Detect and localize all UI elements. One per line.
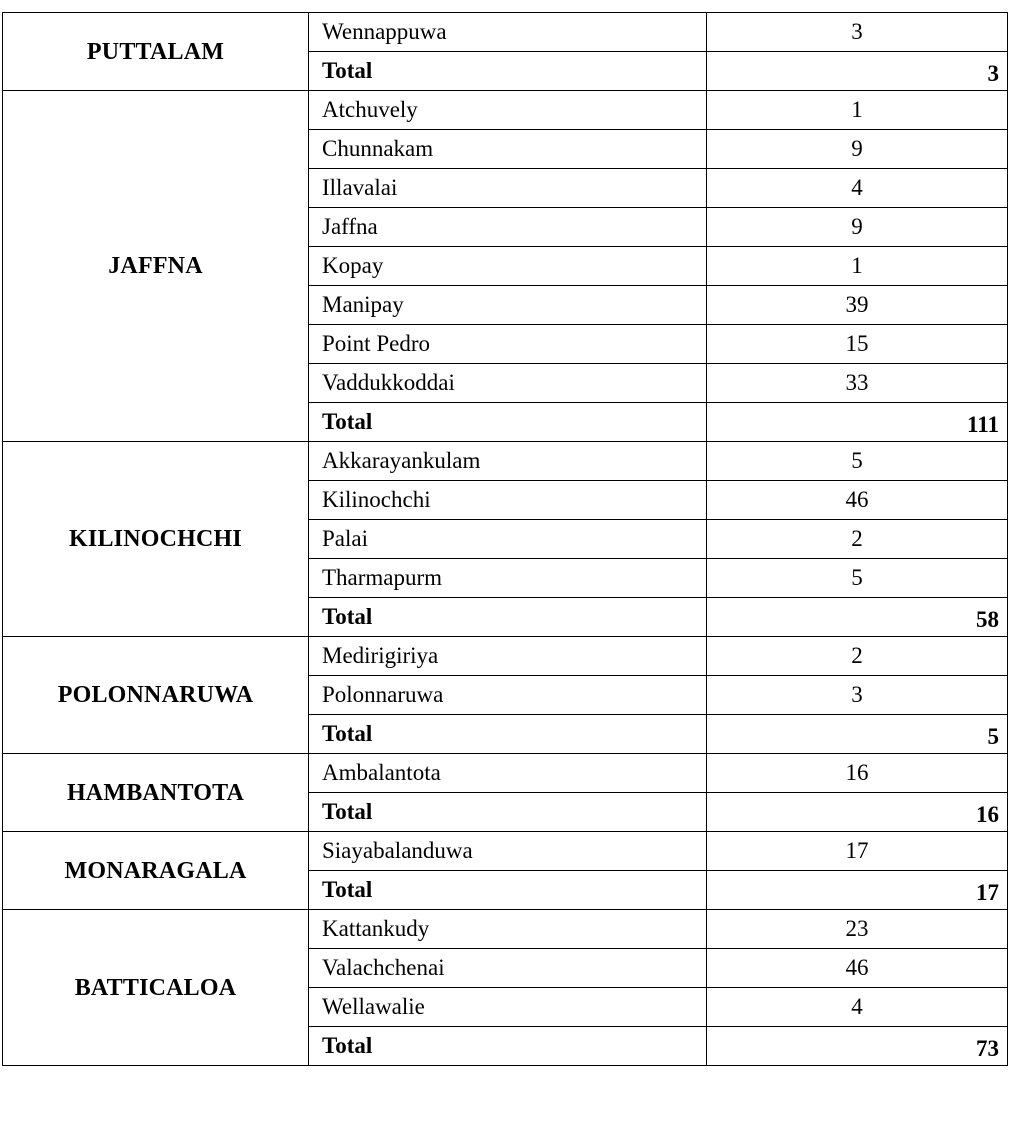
table-body	[3, 13, 1008, 1066]
total-value: 17	[707, 871, 1008, 910]
division-name: Kattankudy	[309, 910, 707, 949]
total-label: Total	[309, 871, 707, 910]
division-count: 5	[707, 442, 1008, 481]
division-count: 33	[707, 364, 1008, 403]
division-count: 23	[707, 910, 1008, 949]
division-count: 39	[707, 286, 1008, 325]
district-division-table	[2, 12, 1008, 1066]
district-name: HAMBANTOTA	[3, 754, 309, 832]
district-name: KILINOCHCHI	[3, 442, 309, 637]
district-name: MONARAGALA	[3, 832, 309, 910]
division-name: Medirigiriya	[309, 637, 707, 676]
division-count: 16	[707, 754, 1008, 793]
division-count: 1	[707, 91, 1008, 130]
table-row	[3, 91, 1008, 130]
division-name: Tharmapurm	[309, 559, 707, 598]
table-row	[3, 910, 1008, 949]
division-name: Chunnakam	[309, 130, 707, 169]
division-name: Valachchenai	[309, 949, 707, 988]
division-name: Vaddukkoddai	[309, 364, 707, 403]
division-count: 2	[707, 637, 1008, 676]
division-name: Wennappuwa	[309, 13, 707, 52]
total-label: Total	[309, 1027, 707, 1066]
division-name: Illavalai	[309, 169, 707, 208]
total-value: 73	[707, 1027, 1008, 1066]
total-value: 3	[707, 52, 1008, 91]
district-name: PUTTALAM	[3, 13, 309, 91]
division-count: 3	[707, 13, 1008, 52]
total-label: Total	[309, 715, 707, 754]
division-count: 46	[707, 949, 1008, 988]
division-count: 46	[707, 481, 1008, 520]
division-name: Kopay	[309, 247, 707, 286]
division-name: Polonnaruwa	[309, 676, 707, 715]
division-name: Akkarayankulam	[309, 442, 707, 481]
division-name: Kilinochchi	[309, 481, 707, 520]
total-label: Total	[309, 598, 707, 637]
division-count: 15	[707, 325, 1008, 364]
division-name: Ambalantota	[309, 754, 707, 793]
district-name: BATTICALOA	[3, 910, 309, 1066]
division-count: 5	[707, 559, 1008, 598]
division-count: 4	[707, 169, 1008, 208]
division-name: Wellawalie	[309, 988, 707, 1027]
division-name: Atchuvely	[309, 91, 707, 130]
table-row	[3, 13, 1008, 52]
table-row	[3, 754, 1008, 793]
division-name: Point Pedro	[309, 325, 707, 364]
division-count: 9	[707, 130, 1008, 169]
division-count: 9	[707, 208, 1008, 247]
table-row	[3, 832, 1008, 871]
division-name: Manipay	[309, 286, 707, 325]
division-count: 2	[707, 520, 1008, 559]
district-name: JAFFNA	[3, 91, 309, 442]
division-name: Siayabalanduwa	[309, 832, 707, 871]
division-count: 1	[707, 247, 1008, 286]
division-count: 4	[707, 988, 1008, 1027]
division-name: Jaffna	[309, 208, 707, 247]
total-value: 58	[707, 598, 1008, 637]
total-label: Total	[309, 52, 707, 91]
division-count: 17	[707, 832, 1008, 871]
total-label: Total	[309, 793, 707, 832]
total-value: 5	[707, 715, 1008, 754]
table-row	[3, 442, 1008, 481]
total-label: Total	[309, 403, 707, 442]
table-row	[3, 637, 1008, 676]
district-name: POLONNARUWA	[3, 637, 309, 754]
total-value: 111	[707, 403, 1008, 442]
division-name: Palai	[309, 520, 707, 559]
total-value: 16	[707, 793, 1008, 832]
division-count: 3	[707, 676, 1008, 715]
